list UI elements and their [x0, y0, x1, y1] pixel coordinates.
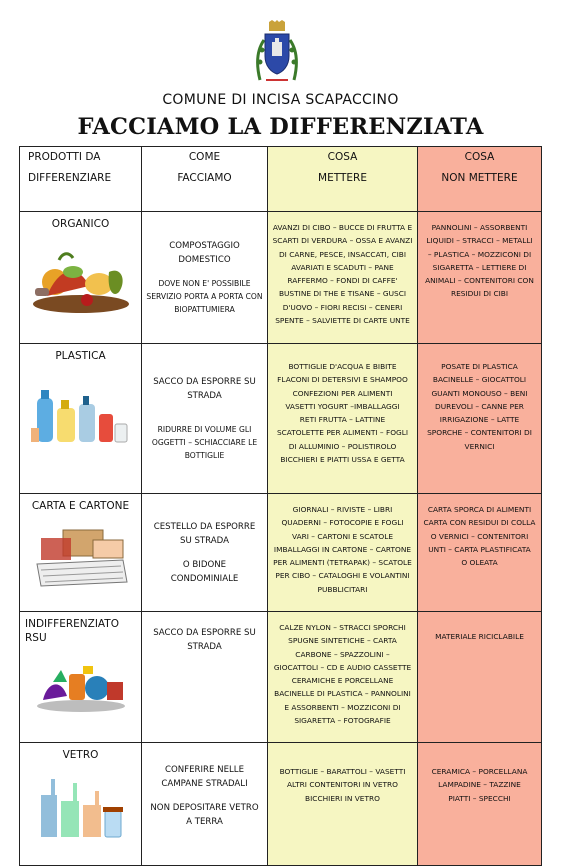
put-list-cell: [268, 612, 418, 743]
put-item: SCATOLETTE PER ALIMENTI – FOGLI: [276, 428, 409, 438]
not-put-list-cell: [418, 612, 542, 743]
put-item: SCARTI DI VERDURA – OSSA E AVANZI: [272, 236, 413, 246]
category-name-line1: INDIFFERENZIATO: [25, 618, 119, 630]
not-put-item: CERAMICA – PORCELLANA: [431, 767, 528, 776]
put-item: DI ALLUMINIO – POLISTIROLO: [288, 441, 397, 451]
how-note: CONDOMINIALE: [170, 573, 239, 584]
header-products-line1: PRODOTTI DA: [28, 151, 101, 163]
put-item: AVARIATI E SCADUTI – PANE: [291, 262, 394, 272]
not-put-item: RESIDUI DI CIBI: [450, 289, 509, 299]
how-note: SERVIZIO PORTA A PORTA CON: [146, 292, 263, 301]
put-item: GIOCATTOLI – CD E AUDIO CASSETTE: [273, 662, 412, 672]
put-item: DI CARNE, PESCE, INSACCATI, CIBI: [278, 249, 407, 259]
how-text: CONFERIRE NELLE: [164, 765, 245, 775]
category-name: [20, 617, 141, 645]
how-text: STRADA: [187, 391, 222, 401]
how-text: CAMPANE STRADALI: [161, 779, 248, 789]
not-put-item: O OLEATA: [461, 558, 498, 568]
coat-of-arms-icon: [254, 20, 300, 86]
not-put-item: CARTA CON RESIDUI DI COLLA: [423, 518, 536, 528]
table-row: [20, 212, 542, 344]
waste-sorting-table: [19, 146, 542, 866]
table-row: [20, 743, 542, 866]
category-cell: [20, 494, 142, 612]
put-item: BACINELLE DI PLASTICA – PANNOLINI: [274, 689, 411, 699]
put-item: SPENTE – SALVIETTE DI CARTE UNTE: [275, 316, 410, 326]
header-products-line2: DIFFERENZIARE: [28, 172, 112, 184]
how-note: RIDURRE DI VOLUME GLI: [157, 425, 252, 434]
table-row: [20, 612, 542, 743]
category-name-line2: RSU: [25, 632, 47, 644]
how-note: O BIDONE: [182, 559, 227, 570]
put-list-cell: [268, 494, 418, 612]
table-row: [20, 344, 542, 494]
not-put-list-cell: [418, 743, 542, 866]
put-item: FLACONI DI DETERSIVI E SHAMPOO: [277, 375, 408, 385]
not-put-item: IRRIGAZIONE – LATTE: [439, 415, 520, 425]
not-put-item: CARTA SPORCA DI ALIMENTI: [427, 505, 532, 514]
how-text: SACCO DA ESPORRE SU: [153, 377, 256, 387]
not-put-item: PANNOLINI – ASSORBENTI: [431, 223, 528, 232]
not-put-item: SIGARETTA – LETTIERE DI: [432, 262, 527, 272]
header-put-line1: COSA: [327, 151, 358, 163]
put-list-cell: [268, 743, 418, 866]
how-cell: [142, 344, 268, 494]
header-notput-line1: COSA: [464, 151, 495, 163]
not-put-item: PIATTI – SPECCHI: [448, 793, 511, 803]
page-title: FACCIAMO LA DIFFERENZIATA: [77, 114, 484, 140]
category-cell: [20, 743, 142, 866]
glass-bottles-icon: [33, 771, 129, 839]
header-products: [20, 147, 142, 212]
put-item: D'UOVO – FIORI RECISI – CENERI: [282, 302, 403, 312]
not-put-item: LIQUIDI – STRACCI – METALLI: [426, 236, 533, 246]
put-item: CONFEZIONI PER ALIMENTI: [292, 388, 393, 398]
put-item: QUADERNI – FOTOCOPIE E FOGLI: [281, 518, 404, 528]
how-text: COMPOSTAGGIO: [169, 241, 240, 251]
plastic-bottles-icon: [31, 384, 131, 448]
header-how: [142, 147, 268, 212]
category-cell: [20, 212, 142, 344]
category-cell: [20, 612, 142, 743]
header-how-line1: COME: [188, 151, 221, 163]
not-put-item: LAMPADINE – TAZZINE: [438, 780, 521, 790]
how-note: A TERRA: [186, 817, 223, 827]
put-item: SIGARETTA – FOTOGRAFIE: [294, 716, 391, 726]
how-note: BIOPATTUMIERA: [174, 305, 235, 314]
put-item: PUBBLICITARI: [317, 584, 368, 594]
put-item: AVANZI DI CIBO – BUCCE DI FRUTTA E: [272, 223, 413, 232]
put-item: PER CIBO – CATALOGHI E VOLANTINI: [275, 571, 410, 581]
put-item: BUSTINE DI THE E TISANE – GUSCI: [278, 289, 407, 299]
how-text: SU STRADA: [179, 535, 230, 546]
how-cell: [142, 612, 268, 743]
category-name: VETRO: [62, 749, 99, 761]
header-what-to-put: [268, 147, 418, 212]
table-row: [20, 494, 542, 612]
not-put-item: VERNICI: [464, 441, 495, 451]
organic-food-waste-icon: [29, 246, 133, 316]
put-item: RAFFERMO – FONDI DI CAFFE': [287, 276, 398, 286]
put-item: CERAMICHE E PORCELLANE: [291, 676, 394, 686]
put-item: CALZE NYLON – STRACCI SPORCHI: [279, 623, 406, 632]
not-put-item: SPORCHE – CONTENITORI DI: [427, 428, 532, 438]
mixed-waste-icon: [33, 652, 129, 714]
put-item: RETI FRUTTA – LATTINE: [299, 415, 386, 425]
not-put-item: DUREVOLI – CANNE PER: [435, 401, 524, 411]
how-note: NON DEPOSITARE VETRO: [150, 803, 259, 813]
table-header-row: [20, 147, 542, 212]
not-put-list-cell: [418, 212, 542, 344]
header-put-line2: METTERE: [318, 172, 367, 184]
how-note: BOTTIGLIE: [184, 451, 225, 460]
put-item: VARI – CARTONI E SCATOLE: [291, 531, 394, 541]
how-cell: [142, 743, 268, 866]
not-put-list-cell: [418, 494, 542, 612]
put-item: BICCHIERI IN VETRO: [305, 793, 380, 803]
how-text: DOMESTICO: [178, 255, 231, 265]
header-notput-line2: NON METTERE: [441, 172, 518, 184]
how-cell: [142, 494, 268, 612]
not-put-item: POSATE DI PLASTICA: [441, 362, 518, 371]
put-item: VASETTI YOGURT –IMBALLAGGI: [285, 401, 400, 411]
put-item: PER ALIMENTI (TETRAPAK) – SCATOLE: [273, 558, 412, 568]
put-list-cell: [268, 212, 418, 344]
not-put-item: O VERNICI – CONTENITORI: [430, 531, 529, 541]
put-item: BICCHIERI E PIATTI USSA E GETTA: [280, 455, 405, 465]
put-item: ALTRI CONTENITORI IN VETRO: [287, 780, 398, 790]
how-note: DOVE NON E' POSSIBILE: [158, 279, 251, 288]
put-item: BOTTIGLIE D'ACQUA E BIBITE: [288, 362, 397, 371]
not-put-list-cell: [418, 344, 542, 494]
put-item: BOTTIGLIE – BARATTOLI – VASETTI: [279, 767, 406, 776]
how-text: CESTELLO DA ESPORRE: [153, 521, 256, 532]
not-put-item: GUANTI MONOUSO – BENI: [431, 388, 528, 398]
category-cell: [20, 344, 142, 494]
header-what-not-to-put: [418, 147, 542, 212]
category-name: ORGANICO: [51, 218, 110, 230]
how-note: OGGETTI – SCHIACCIARE LE: [151, 438, 258, 447]
header-how-line2: FACCIAMO: [177, 172, 232, 184]
not-put-item: MATERIALE RICICLABILE: [435, 632, 524, 641]
how-cell: [142, 212, 268, 344]
put-item: IMBALLAGGI IN CARTONE – CARTONE: [273, 544, 412, 554]
put-item: CARBONE – SPAZZOLINI –: [295, 649, 390, 659]
not-put-item: – PLASTICA – MOZZICONI DI: [427, 249, 532, 259]
category-name: PLASTICA: [55, 350, 106, 362]
how-text: SACCO DA ESPORRE SU: [153, 628, 256, 638]
newspapers-cardboard-icon: [33, 524, 129, 590]
how-text: STRADA: [187, 642, 222, 652]
not-put-item: UNTI – CARTA PLASTIFICATA: [428, 544, 531, 554]
put-list-cell: [268, 344, 418, 494]
municipality-name: COMUNE DI INCISA SCAPACCINO: [162, 92, 399, 108]
not-put-item: BACINELLE – GIOCATTOLI: [432, 375, 527, 385]
put-item: GIORNALI – RIVISTE – LIBRI: [292, 505, 393, 514]
category-name: CARTA E CARTONE: [31, 500, 130, 512]
not-put-item: ANIMALI – CONTENITORI CON: [425, 276, 534, 286]
put-item: SPUGNE SINTETICHE – CARTA: [288, 636, 397, 646]
put-item: E ASSORBENTI – MOZZICONI DI: [284, 702, 401, 712]
